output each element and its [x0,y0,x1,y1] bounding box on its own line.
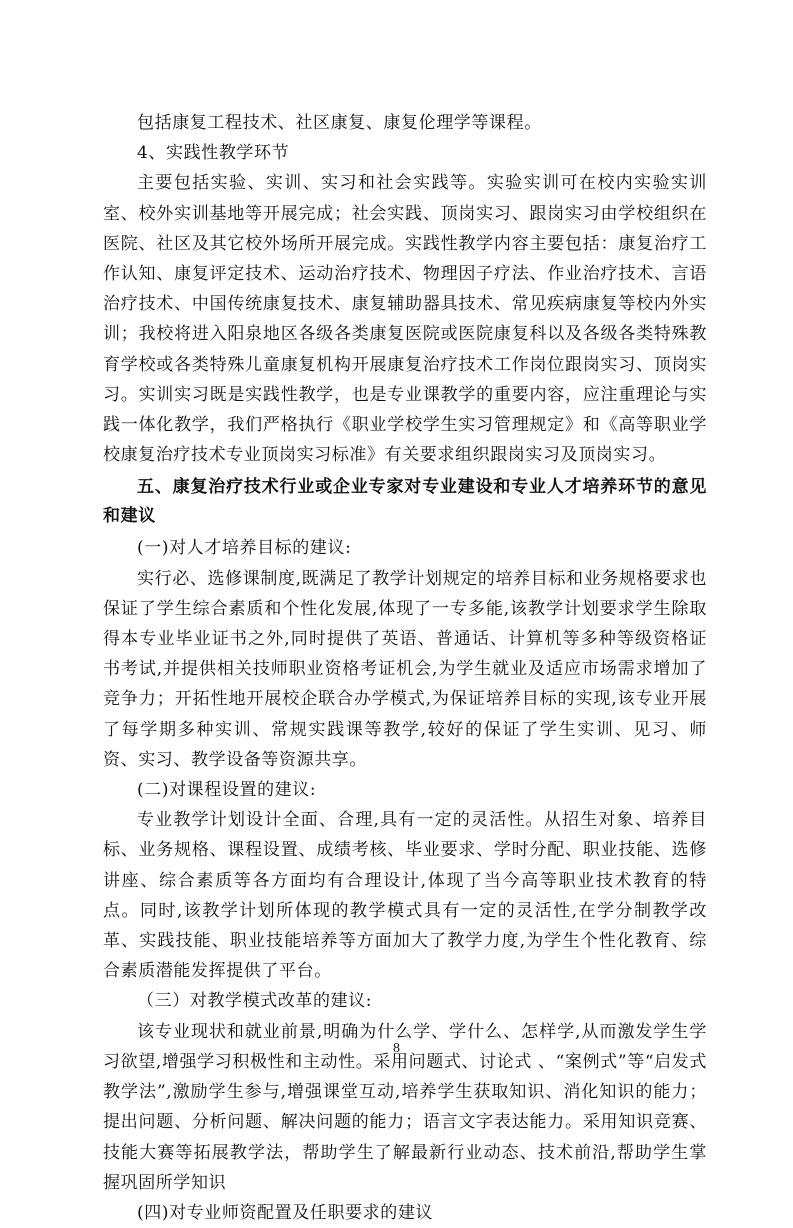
subsection-course-setting-title: (二)对课程设置的建议: [137,780,317,801]
document-body [103,108,707,1228]
page-number: 8 [393,1041,400,1056]
subsection-teaching-reform-title: （三）对教学模式改革的建议: [137,991,373,1012]
paragraph-training-goal: 实行必、选修课制度,既满足了教学计划规定的培养目标和业务规格要求也保证了学生综合素质和个性化发展,体现了一专多能,该教学计划要求学生除取得本专业毕业证书之外,同时提供了英语、普通话、计算机等多种等级资格证书考试,并提供相关技师职业资格考证机会,为学生就业及适应市场需求增加了竞争力；开拓性地开展校企联合办学模式,为保证培养目标的实现,该专业开展了每学期多种实训、常规实践课等教学,较好的保证了学生实训、见习、师资、实习、教学设备等资源共享。 [103,568,707,770]
subsection-training-goal-title: (一)对人才培养目标的建议: [137,538,352,559]
subsection-practice-title: 4、实践性教学环节 [137,143,290,164]
paragraph-course-list: 包括康复工程技术、社区康复、康复伦理学等课程。 [137,113,542,133]
section-heading-expert-advice: 五、康复治疗技术行业或企业专家对专业建设和专业人才培养环节的意见和建议 [103,477,707,527]
paragraph-course-setting: 专业教学计划设计全面、合理,具有一定的灵活性。从招生对象、培养目标、业务规格、课程设置、成绩考核、毕业要求、学时分配、职业技能、选修讲座、综合素质等各方面均有合理设计,体现了当今高等职业技术教育的特点。同时,该教学计划所体现的教学模式具有一定的灵活性,在学分制教学改革、实践技能、职业技能培养等方面加大了教学力度,为学生个性化教育、综合素质潜能发挥提供了平台。 [103,810,707,982]
subsection-faculty-title: (四)对专业师资配置及任职要求的建议 [137,1202,434,1223]
paragraph-teaching-reform: 该专业现状和就业前景,明确为什么学、学什么、怎样学,从而激发学生学习欲望,增强学习积极性和主动性。采用问题式、讨论式 、“案例式”等“启发式教学法”,激励学生参与,增强课堂互动,培养学生获取知识、消化知识的能力；提出问题、分析问题、解决问题的能力；语言文字表达能力。采用知识竞赛、技能大赛等拓展教学法，帮助学生了解最新行业动态、技术前沿,帮助学生掌握巩固所学知识 [103,1021,707,1193]
paragraph-practice-content: 主要包括实验、实训、实习和社会实践等。实验实训可在校内实验实训室、校外实训基地等开展完成；社会实践、顶岗实习、跟岗实习由学校组织在医院、社区及其它校外场所开展完成。实践性教学内容主要包括：康复治疗工作认知、康复评定技术、运动治疗技术、物理因子疗法、作业治疗技术、言语治疗技术、中国传统康复技术、康复辅助器具技术、常见疾病康复等校内外实训；我校将进入阳泉地区各级各类康复医院或医院康复科以及各级各类特殊教育学校或各类特殊儿童康复机构开展康复治疗技术工作岗位跟岗实习、顶岗实习。实训实习既是实践性教学，也是专业课教学的重要内容，应注重理论与实践一体化教学，我们严格执行《职业学校学生实习管理规定》和《高等职业学校康复治疗技术专业顶岗实习标准》有关要求组织跟岗实习及顶岗实习。 [103,173,707,466]
